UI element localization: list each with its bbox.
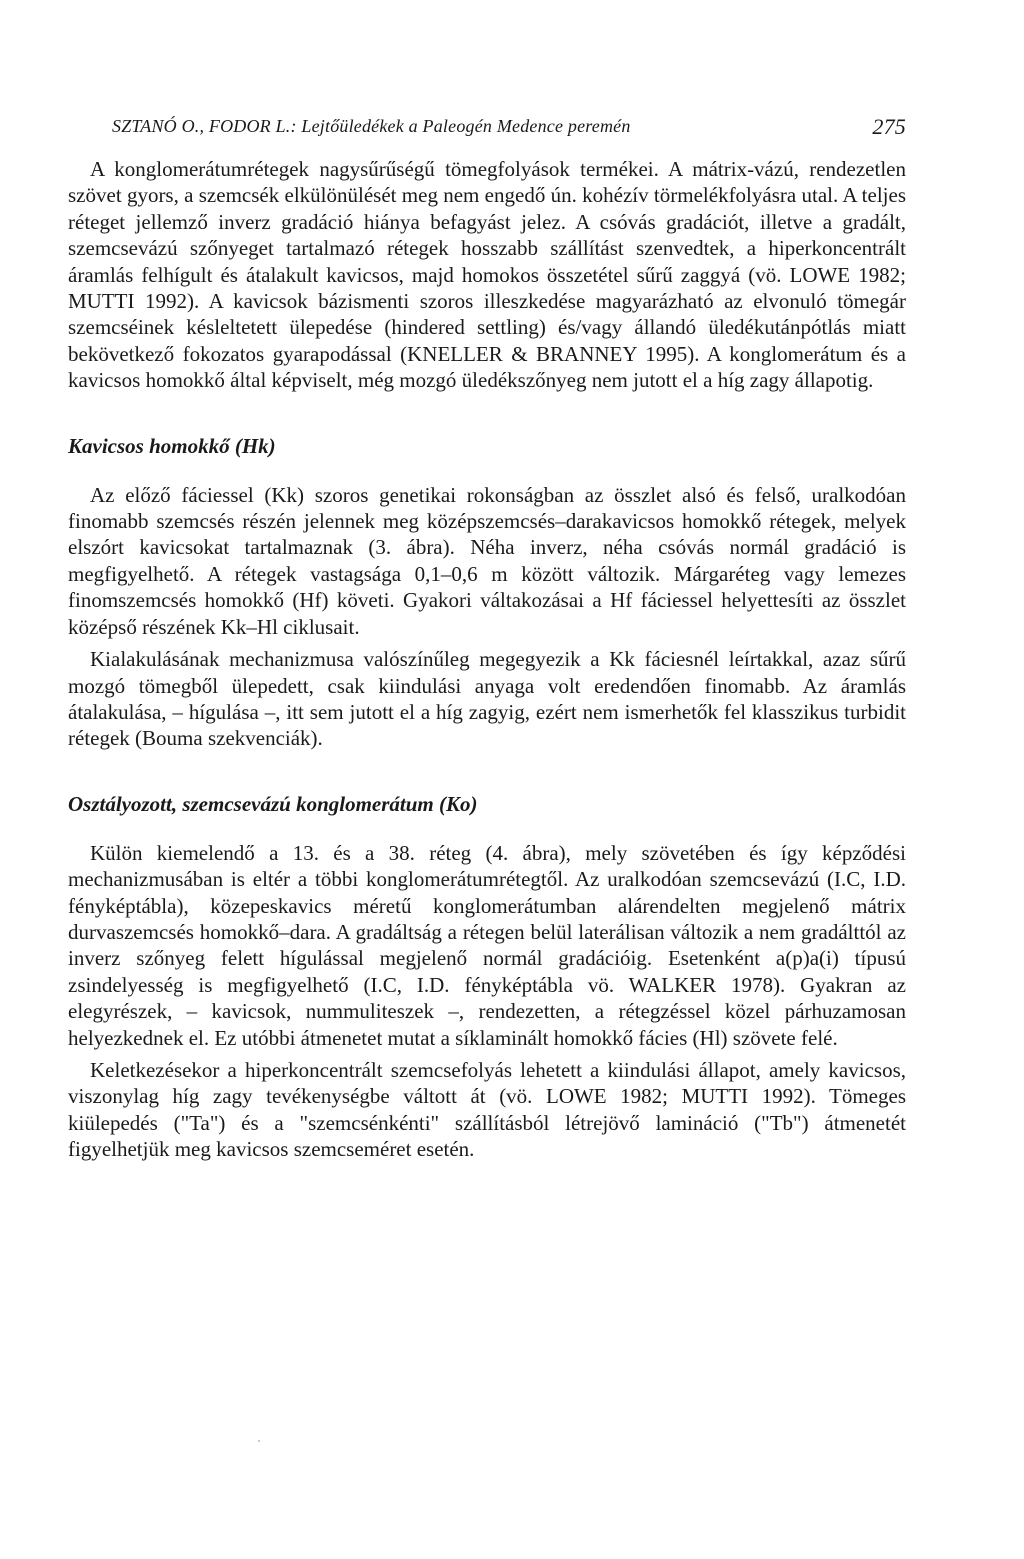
page-number: 275	[872, 114, 906, 139]
section-heading-ko: Osztályozott, szemcsevázú konglomerátum (Ko)	[68, 791, 478, 816]
page	[68, 116, 906, 1163]
running-head-title: Lejtőüledékek a Paleogén Medence peremén	[301, 116, 631, 136]
paragraph-ko-1: Külön kiemelendő a 13. és a 38. réteg (4. ábra), mely szövetében és így képződési mechanizmusában is eltér a többi konglomerátumrétegtől. Az uralkodóan szemcsevázú (I.C, I.D. fényképtábla), közepeskavics méretű konglomerátumban alárendelten megjelenő mátrix durvaszemcsés homokkő–dara. A gradáltság a rétegen belül laterálisan változik a nem gradálttól az inverz szőnyeg felett hígulással megjelenő normál gradációig. Esetenként a(p)a(i) típusú zsindelyesség is megfigyelhető (I.C, I.D. fényképtábla vö. WALKER 1978). Gyakran az elegyrészek, – kavicsok, nummuliteszek –, rendezetten, a rétegzéssel közel párhuzamosan helyezkednek el. Ez utóbbi átmenetet mutat a síklaminált homokkő fácies (Hl) szövete felé.	[68, 840, 906, 1050]
paragraph-konglomeratum: A konglomerátumrétegek nagysűrűségű tömegfolyások termékei. A mátrix-vázú, rendezetlen szövet gyors, a szemcsék elkülönülését meg nem engedő ún. kohézív törmelékfolyásra utal. A teljes réteget jellemző inverz gradáció hiánya befagyást jelez. A csóvás gradációt, illetve a gradált, szemcsevázú szőnyeget tartalmazó rétegek hosszabb szállítást szenvedtek, a hiperkoncentrált áramlás felhígult és átalakult kavicsos, majd homokos összetétel sűrű zaggyá (vö. LOWE 1982; MUTTI 1992). A kavicsok bázismenti szoros illeszkedése magyarázható az elvonuló tömegár szemcséinek késleltetett ülepedése (hindered settling) és/vagy állandó üledékutánpótlás miatt bekövetkező fokozatos gyarapodással (KNELLER & BRANNEY 1995). A konglomerátum és a kavicsos homokkő által képviselt, még mozgó üledékszőnyeg nem jutott el a híg zagy állapotig.	[68, 157, 906, 393]
running-head	[112, 116, 906, 156]
running-head-authors: SZTANÓ O., FODOR L.:	[112, 116, 297, 136]
paragraph-hk-2: Kialakulásának mechanizmusa valószínűleg megegyezik a Kk fáciesnél leírtakkal, azaz sűrű mozgó tömegből ülepedett, csak kiindulási anyaga volt eredendően finomabb. Az áramlás átalakulása, – hígulása –, itt sem jutott el a híg zagyig, ezért nem ismerhetők fel klasszikus turbidit rétegek (Bouma szekvenciák).	[68, 647, 906, 751]
paragraph-hk-1: Az előző fáciessel (Kk) szoros genetikai rokonságban az összlet alsó és felső, uralkodóan finomabb szemcsés részén jelennek meg középszemcsés–darakavicsos homokkő rétegek, melyek elszórt kavicsokat tartalmaznak (3. ábra). Néha inverz, néha csóvás normál gradáció is megfigyelhető. A rétegek vastagsága 0,1–0,6 m között változik. Márgaréteg vagy lemezes finomszemcsés homokkő (Hf) követi. Gyakori váltakozásai a Hf fáciessel helyettesíti az összlet középső részének Kk–Hl ciklusait.	[68, 482, 906, 639]
paragraph-ko-2: Keletkezésekor a hiperkoncentrált szemcsefolyás lehetett a kiindulási állapot, amely kavicsos, viszonylag híg zagy tevékenységbe váltott át (vö. LOWE 1982; MUTTI 1992). Tömeges kiülepedés ("Ta") és a "szemcsénkénti" szállításból létrejövő lamináció ("Tb") átmenetét figyelhetjük meg kavicsos szemcseméret esetén.	[68, 1057, 906, 1162]
scan-dot	[258, 1440, 260, 1442]
section-heading-hk: Kavicsos homokkő (Hk)	[68, 433, 276, 458]
